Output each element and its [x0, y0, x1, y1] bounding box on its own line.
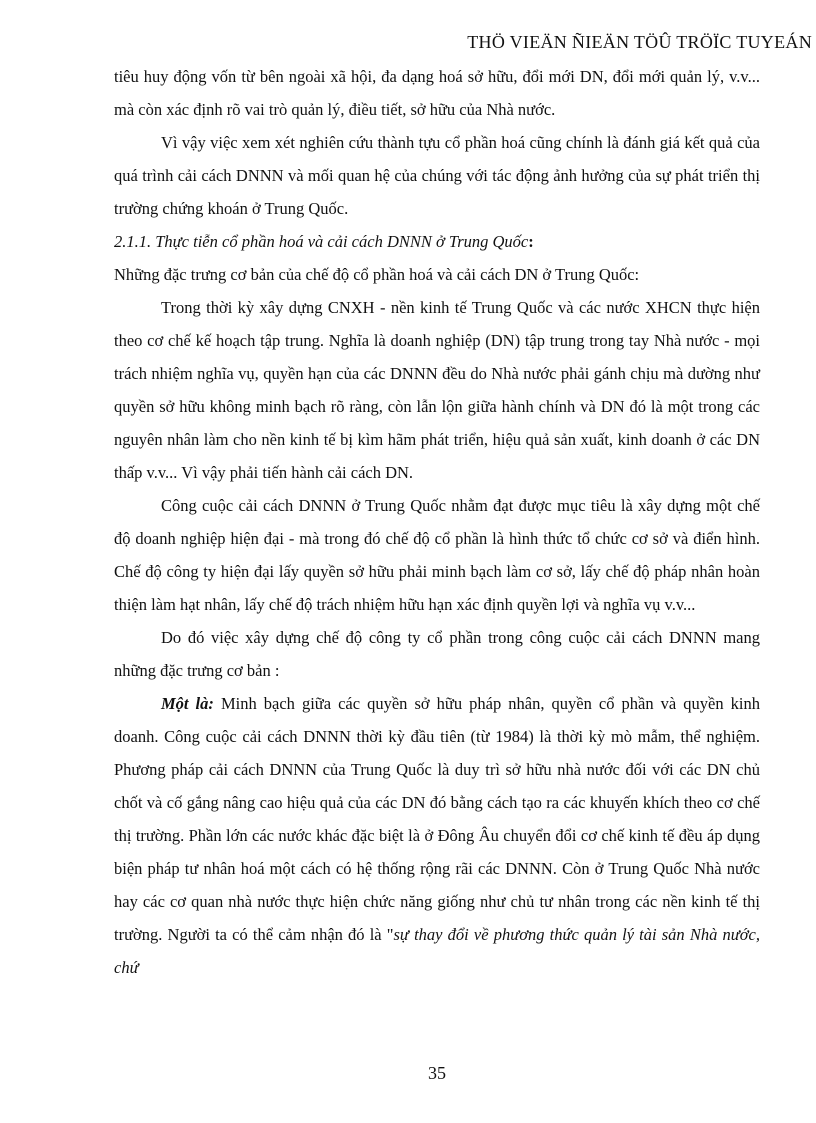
document-body [114, 60, 760, 984]
section-heading-colon: : [528, 232, 534, 251]
paragraph-2: Vì vậy việc xem xét nghiên cứu thành tựu cổ phần hoá cũng chính là đánh giá kết quả của quá trình cải cách DNNN và mối quan hệ của chúng với tác động ảnh hưởng của sự phát triển thị trường chứng khoán ở Trung Quốc. [114, 133, 760, 218]
section-heading [114, 225, 760, 258]
paragraph-3: Những đặc trưng cơ bản của chế độ cổ phần hoá và cải cách DN ở Trung Quốc: [114, 265, 640, 284]
paragraph-6: Do đó việc xây dựng chế độ công ty cổ phần trong công cuộc cải cách DNNN mang những đặc trưng cơ bản : [114, 628, 760, 680]
header-watermark: THÖ VIEÄN ÑIEÄN TÖÛ TRÖÏC TUYEÁN [467, 32, 812, 52]
paragraph-7-lead: Một là: [161, 694, 214, 713]
paragraph-7-text: Minh bạch giữa các quyền sở hữu pháp nhân, quyền cổ phần và quyền kinh doanh. Công cuộc cải cách DNNN thời kỳ đầu tiên (từ 1984) là thời kỳ mò mẫm, thể nghiệm. Phương pháp cải cách DNNN của Trung Quốc là duy trì sở hữu nhà nước đối với các DN chủ chốt và cố gắng nâng cao hiệu quả của các DN đó bằng cách tạo ra các khuyến khích theo cơ chế thị trường. Phần lớn các nước khác đặc biệt là ở Đông Âu chuyển đổi cơ chế kinh tế đều áp dụng biện pháp tư nhân hoá một cách có hệ thống rộng rãi các DNNN. Còn ở Trung Quốc Nhà nước hay các cơ quan nhà nước thực hiện chức năng giống như chủ tư nhân trong các nền kinh tế thị trường. Người ta có thể cảm nhận đó là " [114, 694, 760, 944]
paragraph-1: tiêu huy động vốn từ bên ngoài xã hội, đa dạng hoá sở hữu, đổi mới DN, đổi mới quản lý, v.v... mà còn xác định rõ vai trò quản lý, điều tiết, sở hữu của Nhà nước. [114, 67, 760, 119]
paragraph-4: Trong thời kỳ xây dựng CNXH - nền kinh tế Trung Quốc và các nước XHCN thực hiện theo cơ chế kế hoạch tập trung. Nghĩa là doanh nghiệp (DN) tập trung trong tay Nhà nước - mọi trách nhiệm nghĩa vụ, quyền hạn của các DNNN đều do Nhà nước phải gánh chịu mà dường như quyền sở hữu không minh bạch rõ ràng, còn lẫn lộn giữa hành chính và DN đó là một trong các nguyên nhân làm cho nền kinh tế bị kìm hãm phát triển, hiệu quả sản xuất, kinh doanh ở các DN thấp v.v... Vì vậy phải tiến hành cải cách DN. [114, 298, 760, 482]
paragraph-7 [114, 687, 760, 984]
paragraph-5: Công cuộc cải cách DNNN ở Trung Quốc nhằm đạt được mục tiêu là xây dựng một chế độ doanh nghiệp hiện đại - mà trong đó chế độ cổ phần là hình thức tổ chức cơ sở và điển hình. Chế độ công ty hiện đại lấy quyền sở hữu phải minh bạch làm cơ sở, lấy chế độ pháp nhân hoàn thiện làm hạt nhân, lấy chế độ trách nhiệm hữu hạn xác định quyền lợi và nghĩa vụ v.v... [114, 496, 760, 614]
section-heading-text: 2.1.1. Thực tiễn cổ phần hoá và cải cách DNNN ở Trung Quốc [114, 232, 529, 251]
paragraph-7-quote: sự thay đổi về phương thức quản lý tài sản Nhà nước, chứ [114, 925, 760, 977]
page-number: 35 [428, 1063, 446, 1083]
